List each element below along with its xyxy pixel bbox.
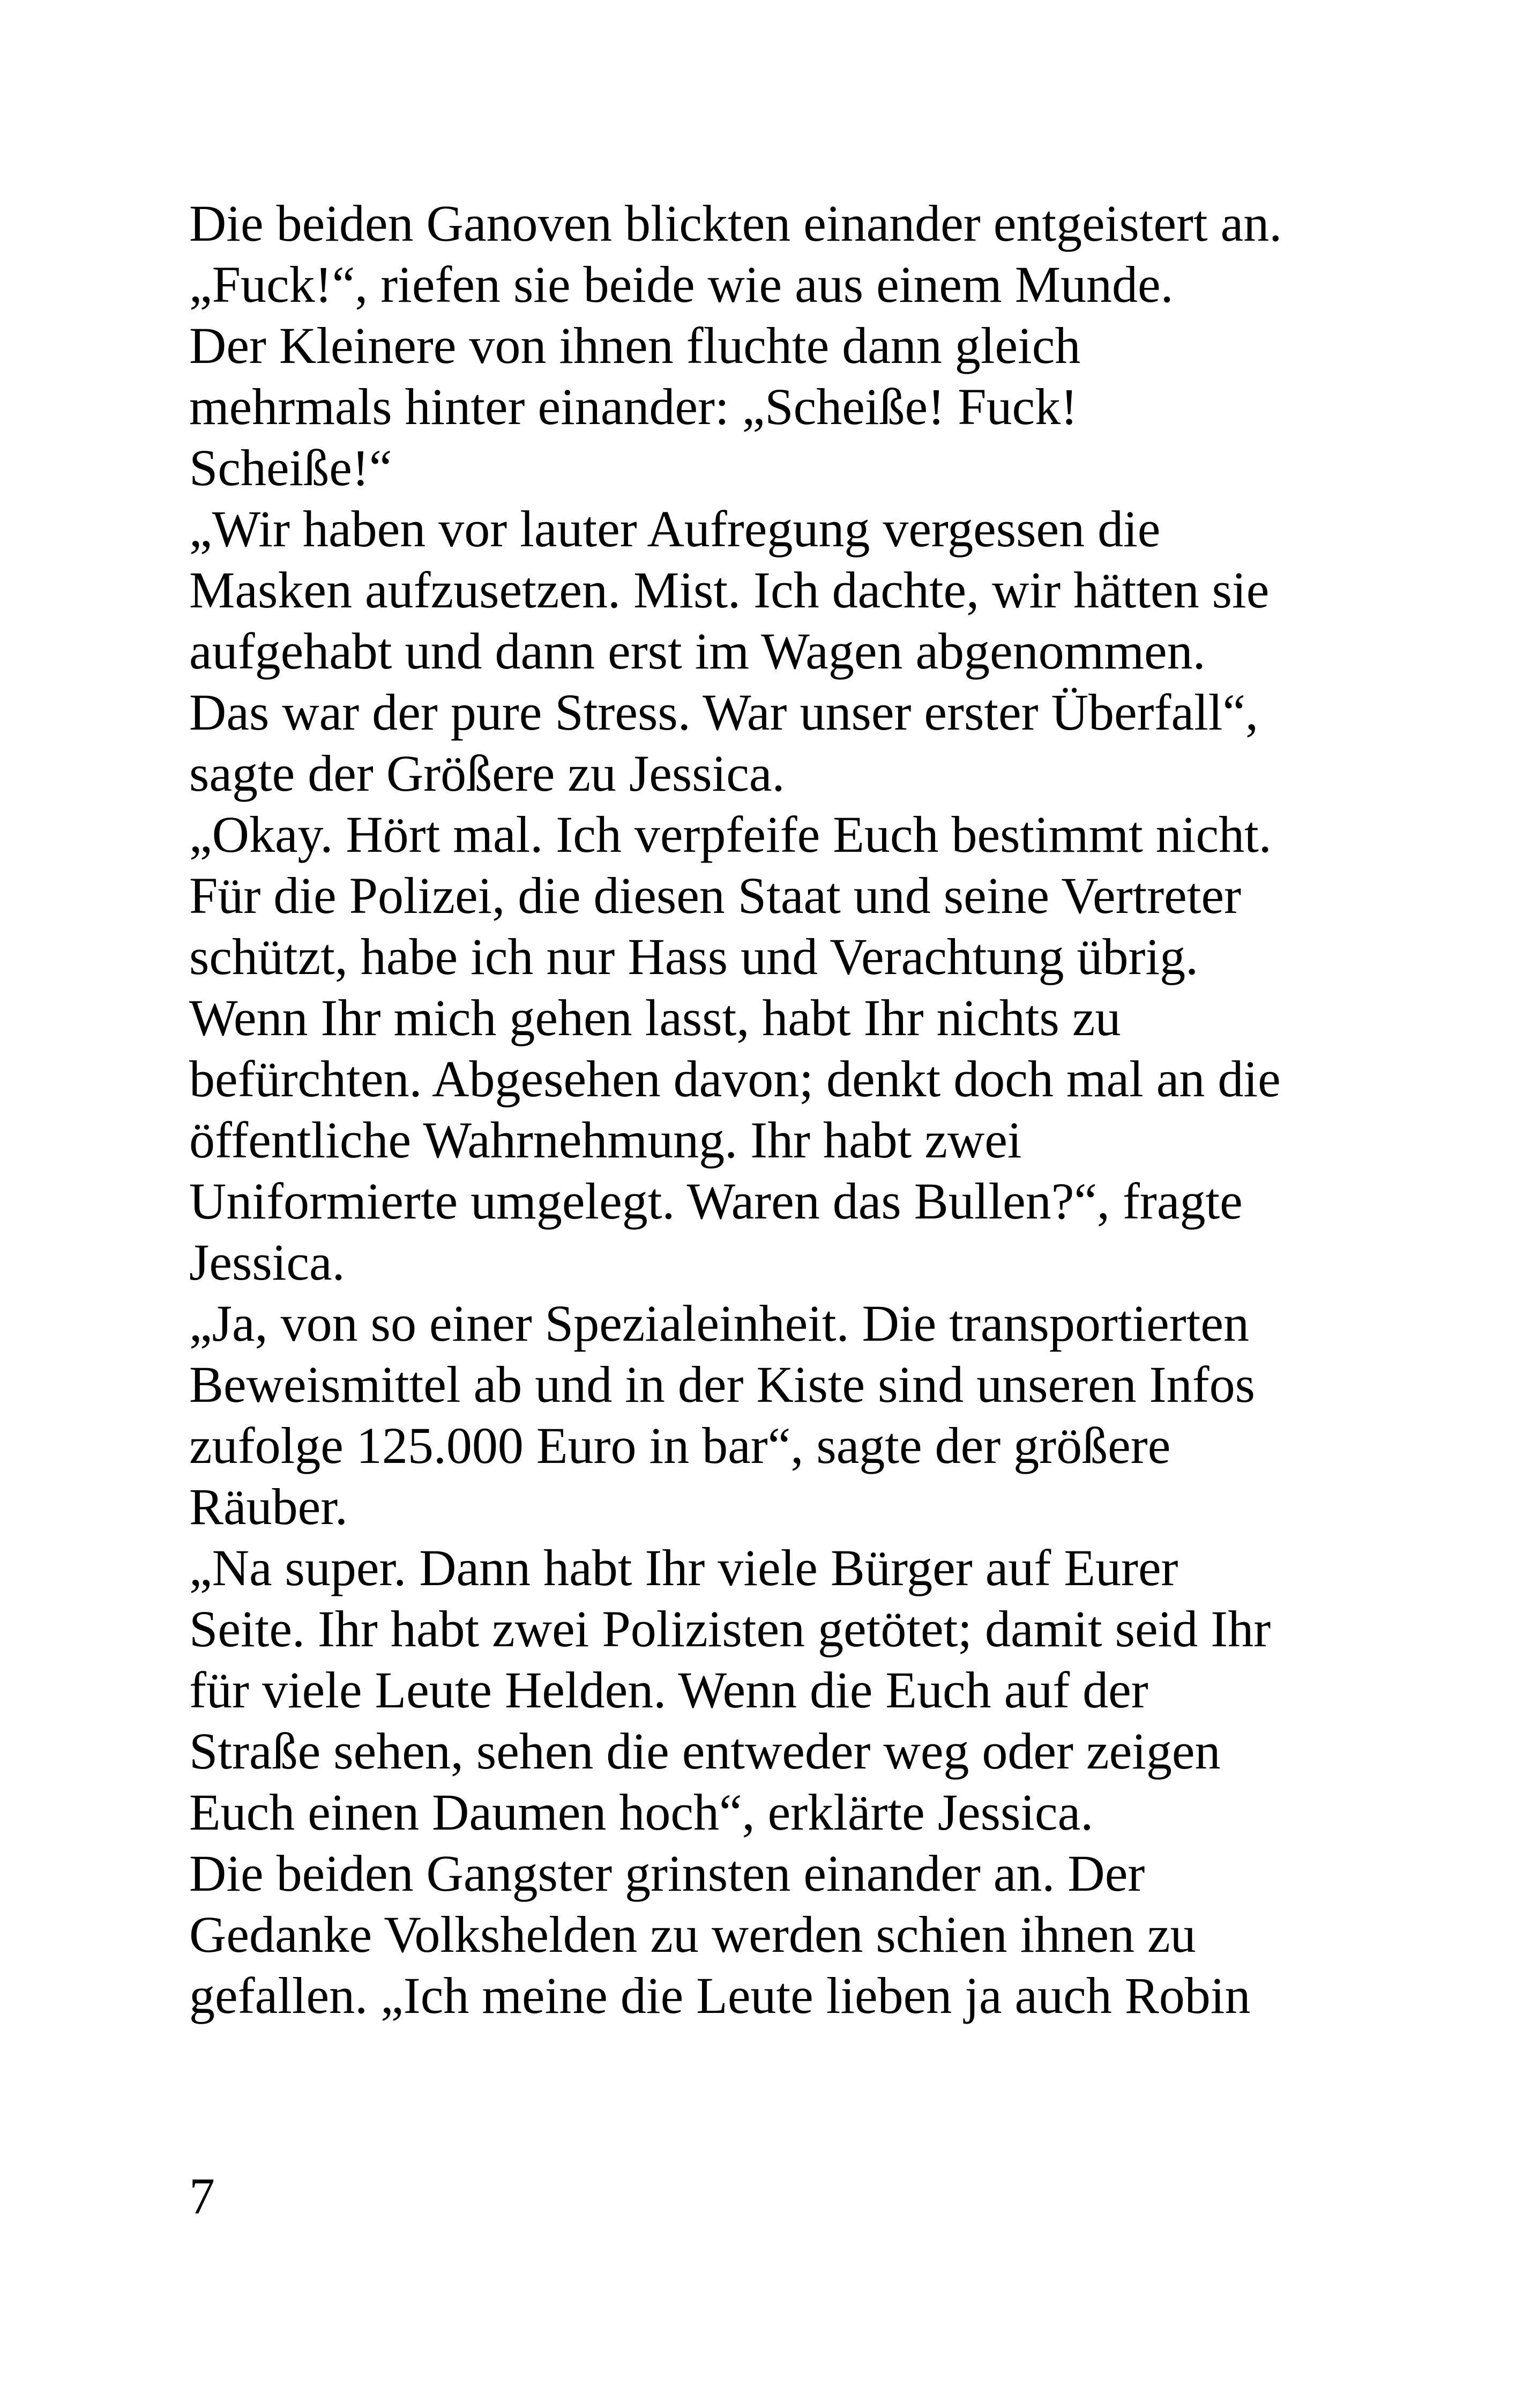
text-line: „Wir haben vor lauter Aufregung vergessen die: [189, 500, 1161, 558]
text-line: für viele Leute Helden. Wenn die Euch auf der: [189, 1661, 1148, 1719]
text-line: Uniformierte umgelegt. Waren das Bullen?“, fragte: [189, 1172, 1243, 1230]
text-line: sagte der Größere zu Jessica.: [189, 745, 785, 802]
body-text: [189, 193, 1336, 2026]
text-line: Straße sehen, sehen die entweder weg oder zeigen: [189, 1722, 1221, 1780]
text-line: „Ja, von so einer Spezialeinheit. Die transportierten: [189, 1295, 1249, 1352]
text-line: „Fuck!“, riefen sie beide wie aus einem Munde.: [189, 256, 1174, 313]
page-number: 7: [189, 2167, 215, 2225]
text-line: „Na super. Dann habt Ihr viele Bürger auf Eurer: [189, 1539, 1178, 1596]
text-line: zufolge 125.000 Euro in bar“, sagte der größere: [189, 1417, 1171, 1474]
text-line: befürchten. Abgesehen davon; denkt doch mal an die: [189, 1050, 1281, 1108]
text-line: Masken aufzusetzen. Mist. Ich dachte, wir hätten sie: [189, 561, 1270, 619]
text-line: Gedanke Volkshelden zu werden schien ihnen zu: [189, 1906, 1196, 1963]
text-line: Die beiden Gangster grinsten einander an. Der: [189, 1845, 1145, 1902]
text-line: öffentliche Wahrnehmung. Ihr habt zwei: [189, 1111, 1022, 1169]
text-line: Scheiße!“: [189, 439, 392, 496]
text-line: Wenn Ihr mich gehen lasst, habt Ihr nichts zu: [189, 989, 1121, 1046]
text-line: „Okay. Hört mal. Ich verpfeife Euch bestimmt nicht.: [189, 806, 1272, 863]
text-line: Die beiden Ganoven blickten einander entgeistert an.: [189, 195, 1282, 252]
text-line: Euch einen Daumen hoch“, erklärte Jessica.: [189, 1783, 1094, 1841]
text-line: Für die Polizei, die diesen Staat und seine Vertreter: [189, 867, 1242, 924]
text-line: Beweismittel ab und in der Kiste sind unseren Infos: [189, 1356, 1255, 1413]
text-line: schützt, habe ich nur Hass und Verachtung übrig.: [189, 928, 1199, 985]
text-line: Jessica.: [189, 1233, 345, 1291]
text-line: mehrmals hinter einander: „Scheiße! Fuck!: [189, 378, 1078, 435]
text-line: aufgehabt und dann erst im Wagen abgenommen.: [189, 622, 1206, 680]
text-line: gefallen. „Ich meine die Leute lieben ja auch Robin: [189, 1967, 1251, 2024]
text-line: Der Kleinere von ihnen fluchte dann gleich: [189, 317, 1081, 374]
text-line: Das war der pure Stress. War unser erster Überfall“,: [189, 683, 1259, 741]
text-line: Seite. Ihr habt zwei Polizisten getötet; damit seid Ihr: [189, 1600, 1271, 1658]
text-line: Räuber.: [189, 1478, 348, 1535]
